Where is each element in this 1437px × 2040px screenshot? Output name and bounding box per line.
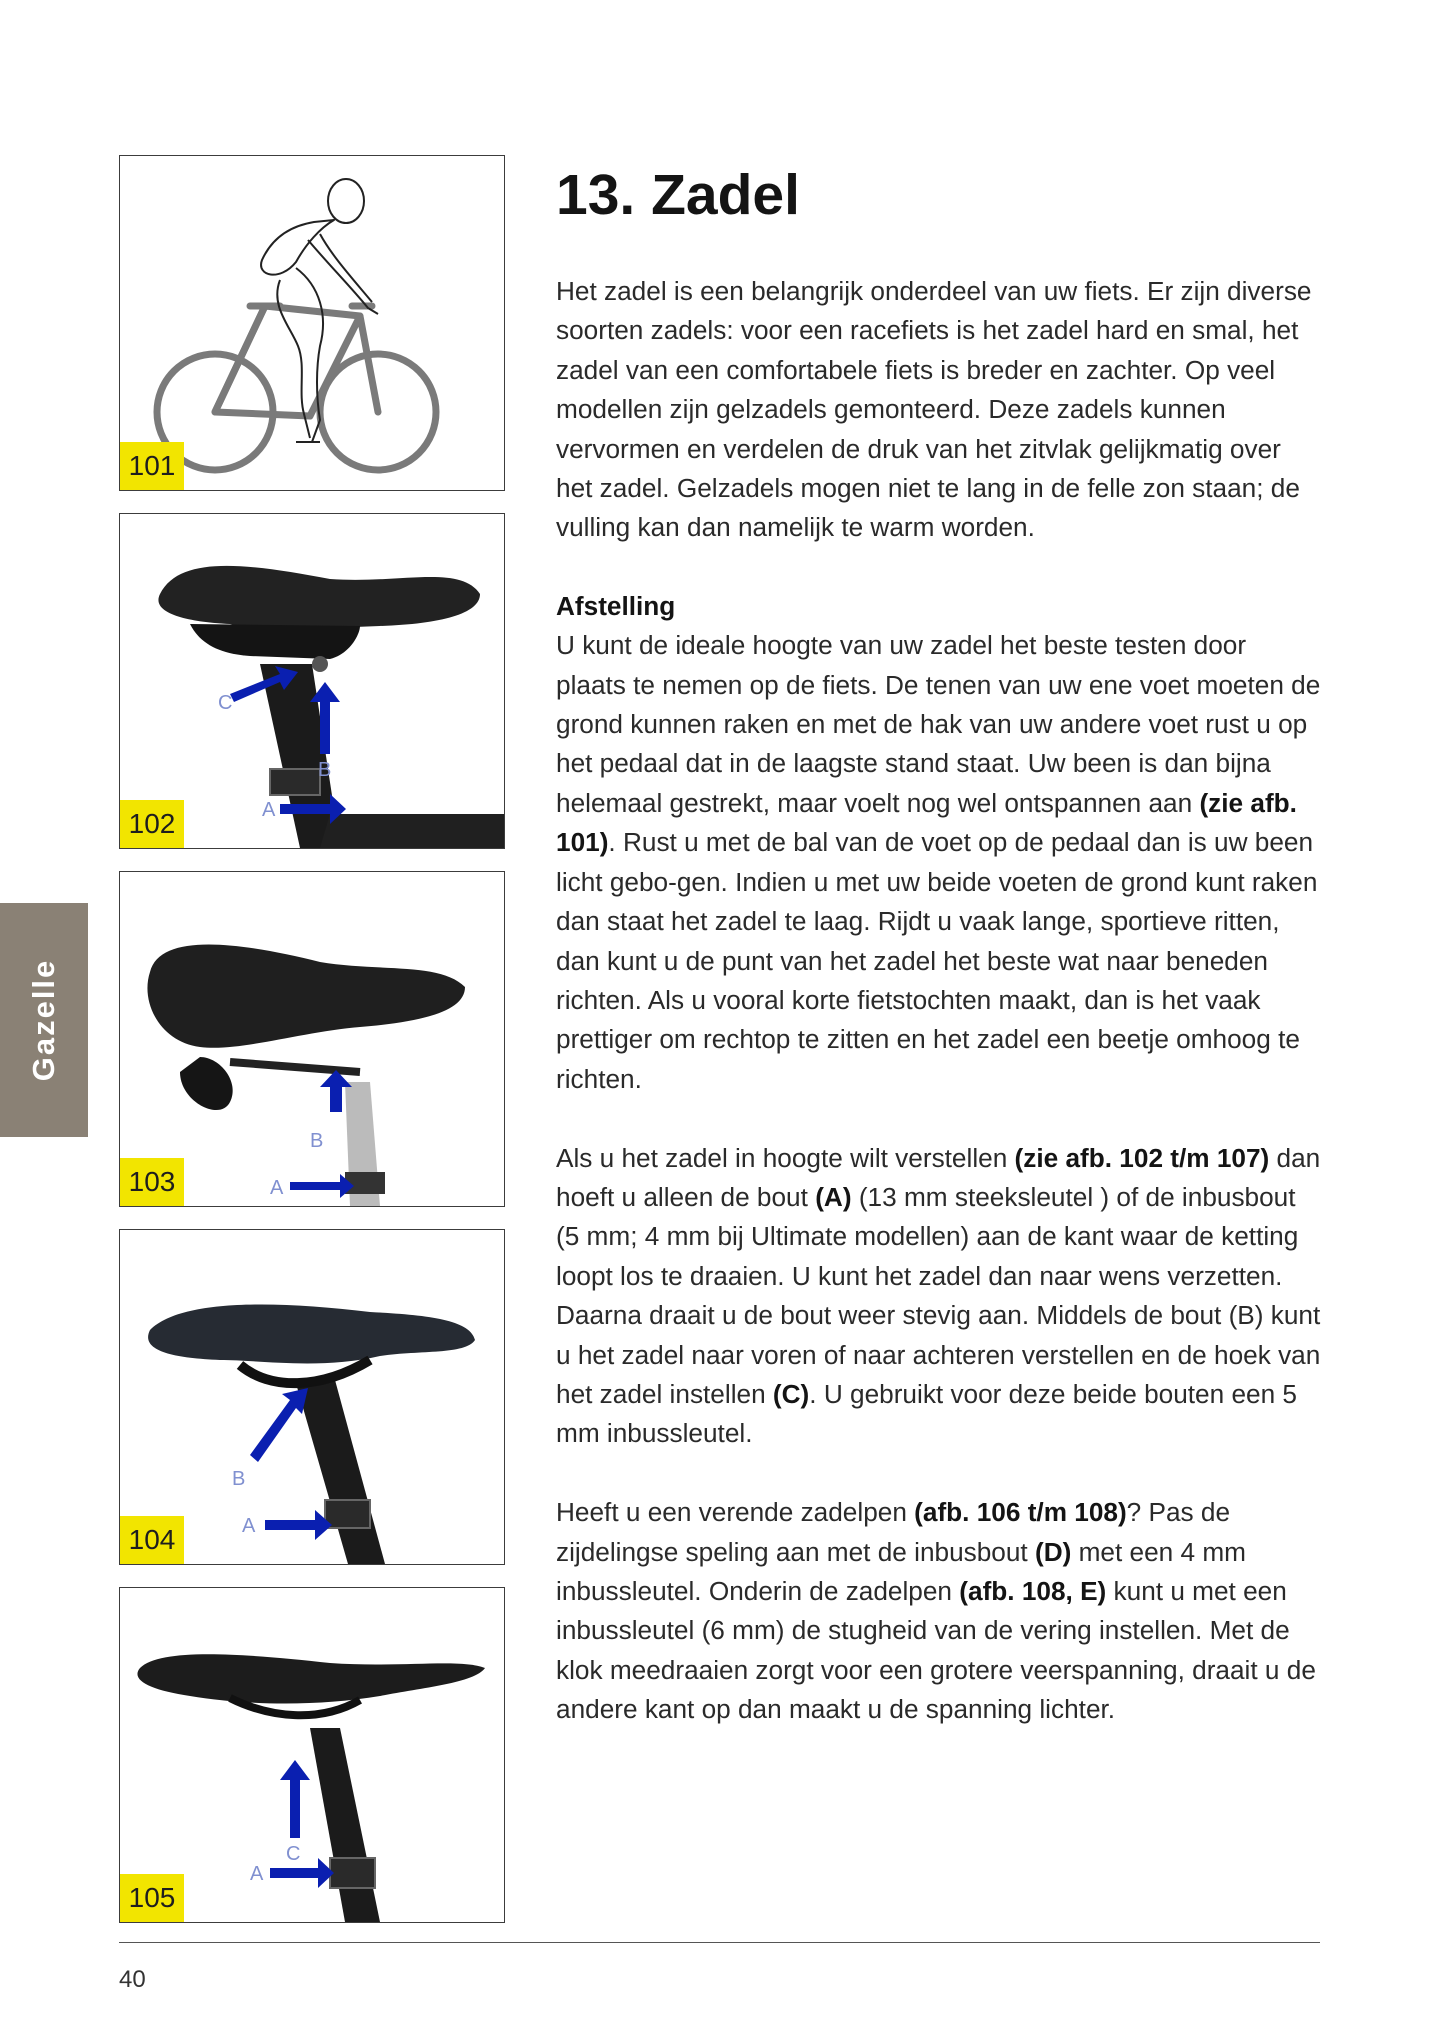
label-b: B [318,759,332,781]
cyclist-illustration [120,156,504,490]
bold-reference: (zie afb. 102 t/m 107) [1014,1142,1270,1173]
bold-reference: (C) [772,1378,810,1409]
saddle-shape [148,1305,475,1364]
seat-clamp [270,769,320,795]
seat-clamp [345,1172,385,1194]
text-run: kunt u met een inbussleutel (6 mm) de stugheid van de vering instellen. Met de klok meedraaien zorgt voor een grotere veerspanning, draait u de andere kant op dan maakt u de spanning lichter. [556,1575,1316,1725]
saddle-shape [137,1654,485,1703]
bold-reference: (afb. 108, E) [959,1575,1107,1606]
text-run: Heeft u een verende zadelpen [556,1497,915,1528]
text-run: . U gebruikt voor deze beide bouten een 5 mm inbussleutel. [556,1378,1297,1449]
brand-side-tab [0,903,88,1137]
height-adjust-paragraph [556,1139,1321,1454]
saddle-shape [147,945,465,1048]
adjustment-paragraph [556,626,1321,1099]
label-a: A [250,1863,264,1885]
seat-clamp [330,1858,375,1888]
text-run: dan hoeft u alleen de bout [556,1142,1321,1212]
saddle-photo [120,1230,504,1564]
suspension-seatpost-paragraph [556,1493,1321,1729]
figure-102 [119,513,505,849]
label-a: A [270,1177,284,1199]
main-content [556,160,1321,1730]
brand-label: Gazelle [26,958,61,1082]
label-a: A [262,799,276,821]
text-run: (13 mm steeksleutel ) of de inbusbout (5 mm; 4 mm bij Ultimate modellen) aan de kant waar de ketting loopt los te draaien. U kunt het zadel dan naar wens verzetten. Daarna draait u de bout weer stevig aan. Middels de bout (B) kunt u het zadel naar voren of naar achteren verstellen en de hoek van het zadel instellen [556,1181,1321,1409]
label-b: B [232,1468,246,1490]
label-b: B [310,1130,324,1152]
figure-101 [119,155,505,491]
bold-reference: (zie afb. 101) [556,787,1297,858]
figure-number: 102 [120,800,184,848]
saddle-spring [180,1057,233,1110]
figure-number: 101 [120,442,184,490]
intro-paragraph: Het zadel is een belangrijk onderdeel van uw fiets. Er zijn diverse soorten zadels: voor een racefiets is het zadel hard en smal, het zadel van een comfortabele fiets is breder en zachter. Op veel modellen zijn gelzadels gemonteerd. Deze zadels kunnen vervormen en verdelen de druk van het zitvlak gelijkmatig over het zadel. Gelzadels mogen niet te lang in de felle zon staan; de vulling kan dan namelijk te warm worden. [556,276,1312,543]
text-run: . Rust u met de bal van de voet op de pedaal dan is uw been licht gebo-gen. Indien u met uw beide voeten de grond kunt raken dan staat het zadel te laag. Rijdt u vaak lange, sportieve ritten, dan kunt u de punt van het zadel het beste wat naar beneden richten. Als u vooral korte fietstochten maakt, dan is het vaak prettiger om rechtop te zitten en het zadel een beetje omhoog te richten. [556,827,1318,1094]
footer-rule [119,1942,1320,1943]
saddle-photo [120,872,504,1206]
figure-number: 104 [120,1516,184,1564]
page-number: 40 [119,1966,146,1993]
seat-clamp [325,1500,370,1528]
figure-103 [119,871,505,1207]
figure-105 [119,1587,505,1923]
bold-reference: (afb. 106 t/m 108) [914,1497,1127,1528]
saddle-shape [158,566,480,630]
text-run: met een 4 mm inbussleutel. Onderin de zadelpen [556,1536,1246,1606]
saddle-photo [120,1588,504,1922]
bold-reference: (A) [815,1181,852,1212]
section-heading: 13. Zadel [556,163,800,227]
text-run: ? Pas de zijdelingse speling aan met de inbusbout [556,1497,1231,1567]
figure-number: 103 [120,1158,184,1206]
label-a: A [242,1515,256,1537]
saddle-photo [120,514,504,848]
bold-reference: (D) [1034,1536,1072,1567]
text-run: U kunt de ideale hoogte van uw zadel het beste testen door plaats te nemen op de fiets. De tenen van uw ene voet moeten de grond kunnen raken en met de hak van uw andere voet rust u op het pedaal dat in de laagste stand staat. Uw been is dan bijna helemaal gestrekt, maar voelt nog wel ontspannen aan [556,630,1321,818]
label-c: C [218,692,233,714]
text-run: Als u het zadel in hoogte wilt verstellen [556,1142,1015,1173]
figure-number: 105 [120,1874,184,1922]
figure-104 [119,1229,505,1565]
label-c: C [286,1843,301,1865]
subsection-title: Afstelling [556,590,676,621]
